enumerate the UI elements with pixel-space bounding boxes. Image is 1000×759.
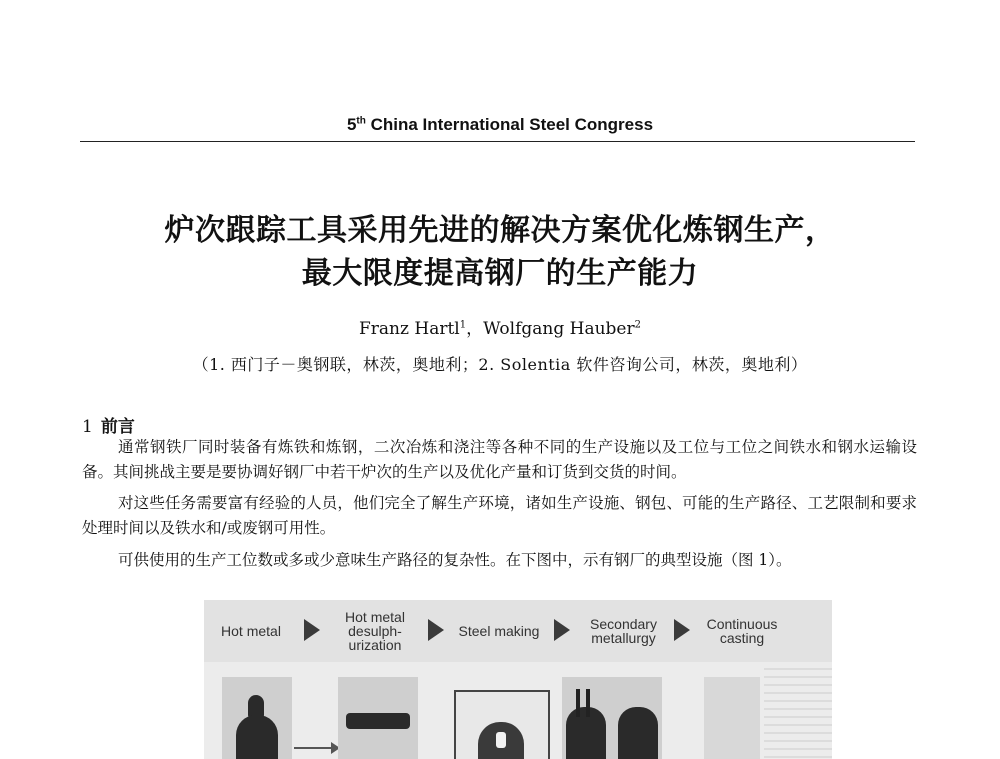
- electrode-icon: [586, 689, 590, 717]
- step-secondary-metallurgy: Secondary metallurgy: [590, 616, 657, 646]
- affiliations: （1. 西门子－奥钢联，林茨，奥地利；2. Solentia 软件咨询公司，林茨，奥地利）: [192, 355, 808, 374]
- author-2-mark: 2: [634, 319, 641, 331]
- ladle-body-icon: [236, 715, 278, 759]
- desulphurization-stage-image: [338, 677, 418, 759]
- converter-charge-icon: [496, 732, 506, 748]
- arrow-icon: [674, 619, 690, 641]
- transfer-arrow-shaft: [294, 747, 332, 749]
- header-superscript: th: [356, 115, 366, 127]
- conference-header: [0, 115, 1000, 135]
- torpedo-car-icon: [346, 713, 410, 729]
- degasser-icon: [618, 707, 658, 759]
- section-number: 1: [82, 417, 93, 437]
- author-1-mark: 1: [459, 319, 467, 331]
- ladle-icon: [248, 695, 264, 717]
- casting-stage-image: [704, 677, 760, 759]
- hot-metal-stage-image: [222, 677, 292, 759]
- author-1: Franz Hartl: [359, 319, 460, 339]
- converter-frame: [454, 690, 550, 759]
- arrow-icon: [304, 619, 320, 641]
- section-title: 前言: [100, 417, 135, 437]
- paper-title-line-1: 炉次跟踪工具采用先进的解决方案优化炼钢生产，: [164, 213, 836, 248]
- author-2: Wolfgang Hauber: [483, 319, 635, 339]
- arrow-icon: [428, 619, 444, 641]
- process-figure: [204, 600, 832, 759]
- bleed-through-text: [764, 662, 832, 759]
- header-prefix: 5: [346, 115, 357, 134]
- secondary-metallurgy-stage-image: [562, 677, 662, 759]
- author-separator: ，: [466, 319, 484, 339]
- paragraph-2: 对这些任务需要富有经验的人员，他们完全了解生产环境，诸如生产设施、钢包、可能的生产路径、工艺限制和要求处理时间以及铁水和/或废钢可用性。: [82, 494, 917, 537]
- header-rule: [80, 141, 915, 142]
- step-steel-making: Steel making: [458, 623, 540, 639]
- paper-title-line-2: 最大限度提高钢厂的生产能力: [301, 256, 699, 291]
- electrode-icon: [576, 689, 580, 717]
- authors: [0, 314, 1000, 339]
- process-steps-band: [204, 600, 832, 662]
- step-hot-metal: Hot metal: [221, 623, 281, 639]
- paragraph-1: 通常钢铁厂同时装备有炼铁和炼钢，二次冶炼和浇注等各种不同的生产设施以及工位与工位之间铁水和钢水运输设备。其间挑战主要是要协调好钢厂中若干炉次的生产以及优化产量和订货到交货的时间。: [82, 438, 917, 481]
- section-heading: [82, 412, 135, 437]
- step-continuous-casting: Continuous casting: [706, 616, 778, 646]
- header-rest: China International Steel Congress: [365, 115, 654, 134]
- arrow-icon: [554, 619, 570, 641]
- step-desulphurization: Hot metal desulph-urization: [345, 609, 405, 653]
- paragraph-3: 可供使用的生产工位数或多或少意味生产路径的复杂性。在下图中，示有钢厂的典型设施（图 1）。: [118, 551, 792, 569]
